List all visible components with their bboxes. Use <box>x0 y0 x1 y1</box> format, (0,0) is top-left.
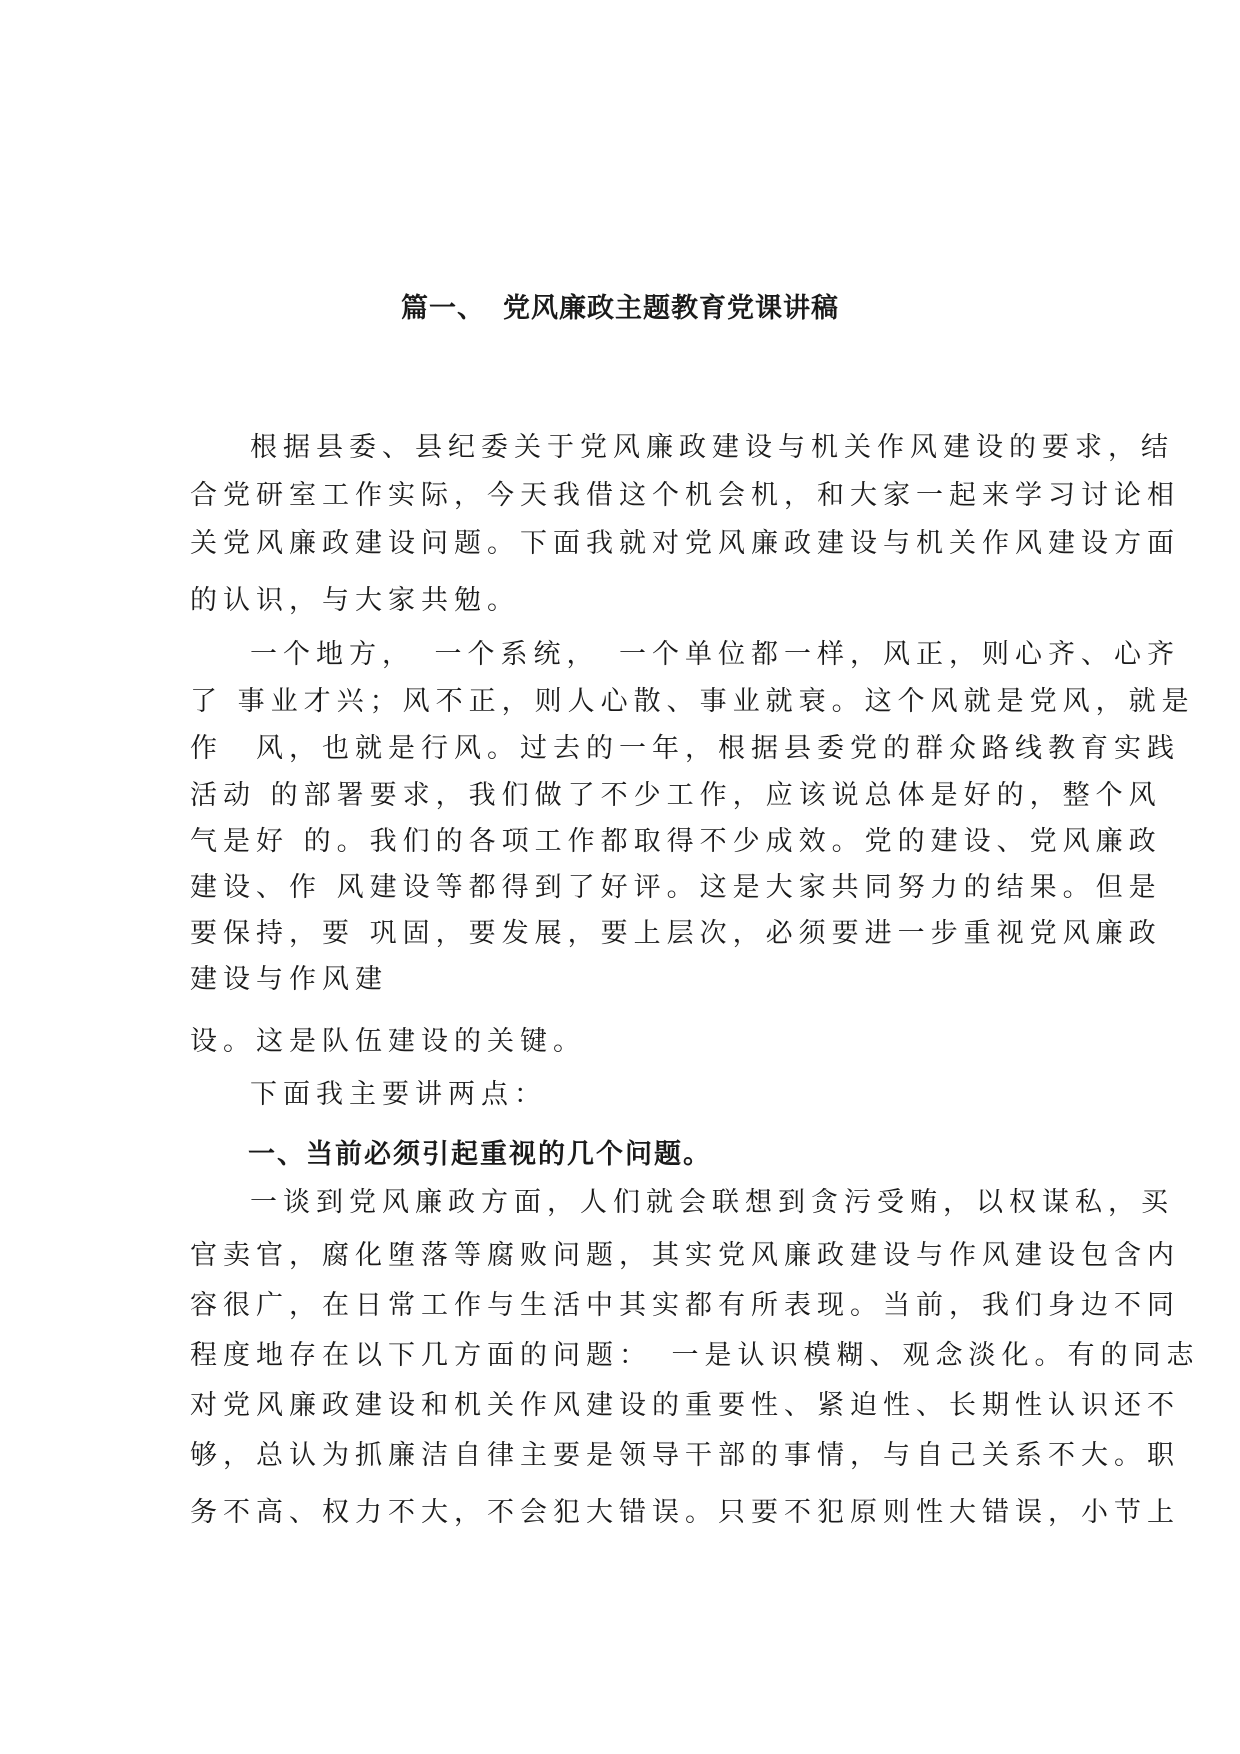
paragraph-line: 程度地存在以下几方面的问题： 一是认识模糊、观念淡化。有的同志 <box>190 1340 1200 1371</box>
paragraph-line: 容很广，在日常工作与生活中其实都有所表现。当前，我们身边不同 <box>190 1290 1180 1321</box>
title-number: 篇一、 <box>401 293 485 324</box>
page-title <box>0 286 1240 325</box>
paragraph-line: 要保持，要 巩固，要发展，要上层次，必须要进一步重视党风廉政 <box>190 918 1162 949</box>
paragraph-line: 合党研室工作实际，今天我借这个机会机，和大家一起来学习讨论相 <box>190 480 1180 511</box>
paragraph-line: 设。这是队伍建设的关键。 <box>190 1026 586 1057</box>
paragraph-line: 关党风廉政建设问题。下面我就对党风廉政建设与机关作风建设方面 <box>190 528 1180 559</box>
paragraph-line: 下面我主要讲两点： <box>250 1079 547 1110</box>
paragraph-line: 务不高、权力不大，不会犯大错误。只要不犯原则性大错误，小节上 <box>190 1497 1180 1528</box>
paragraph-line: 一谈到党风廉政方面，人们就会联想到贪污受贿，以权谋私，买 <box>250 1187 1174 1218</box>
paragraph-line: 活动 的部署要求，我们做了不少工作，应该说总体是好的，整个风 <box>190 780 1162 811</box>
paragraph-line: 一个地方， 一个系统， 一个单位都一样，风正，则心齐、心齐 <box>250 639 1180 670</box>
paragraph-line: 对党风廉政建设和机关作风建设的重要性、紧迫性、长期性认识还不 <box>190 1390 1180 1421</box>
paragraph-line: 作 风，也就是行风。过去的一年，根据县委党的群众路线教育实践 <box>190 733 1180 764</box>
paragraph-line: 的认识，与大家共勉。 <box>190 585 520 616</box>
paragraph-line: 气是好 的。我们的各项工作都取得不少成效。党的建设、党风廉政 <box>190 826 1162 857</box>
section-heading: 一、当前必须引起重视的几个问题。 <box>248 1139 712 1170</box>
paragraph-line: 了 事业才兴；风不正，则人心散、事业就衰。这个风就是党风，就是 <box>190 686 1195 717</box>
paragraph-line: 官卖官，腐化堕落等腐败问题，其实党风廉政建设与作风建设包含内 <box>190 1240 1180 1271</box>
paragraph-line: 建设、作 风建设等都得到了好评。这是大家共同努力的结果。但是 <box>190 872 1162 903</box>
paragraph-line: 根据县委、县纪委关于党风廉政建设与机关作风建设的要求，结 <box>250 432 1174 463</box>
paragraph-line: 够，总认为抓廉洁自律主要是领导干部的事情，与自己关系不大。职 <box>190 1440 1180 1471</box>
paragraph-line: 建设与作风建 <box>190 964 388 995</box>
title-text: 党风廉政主题教育党课讲稿 <box>503 293 839 324</box>
